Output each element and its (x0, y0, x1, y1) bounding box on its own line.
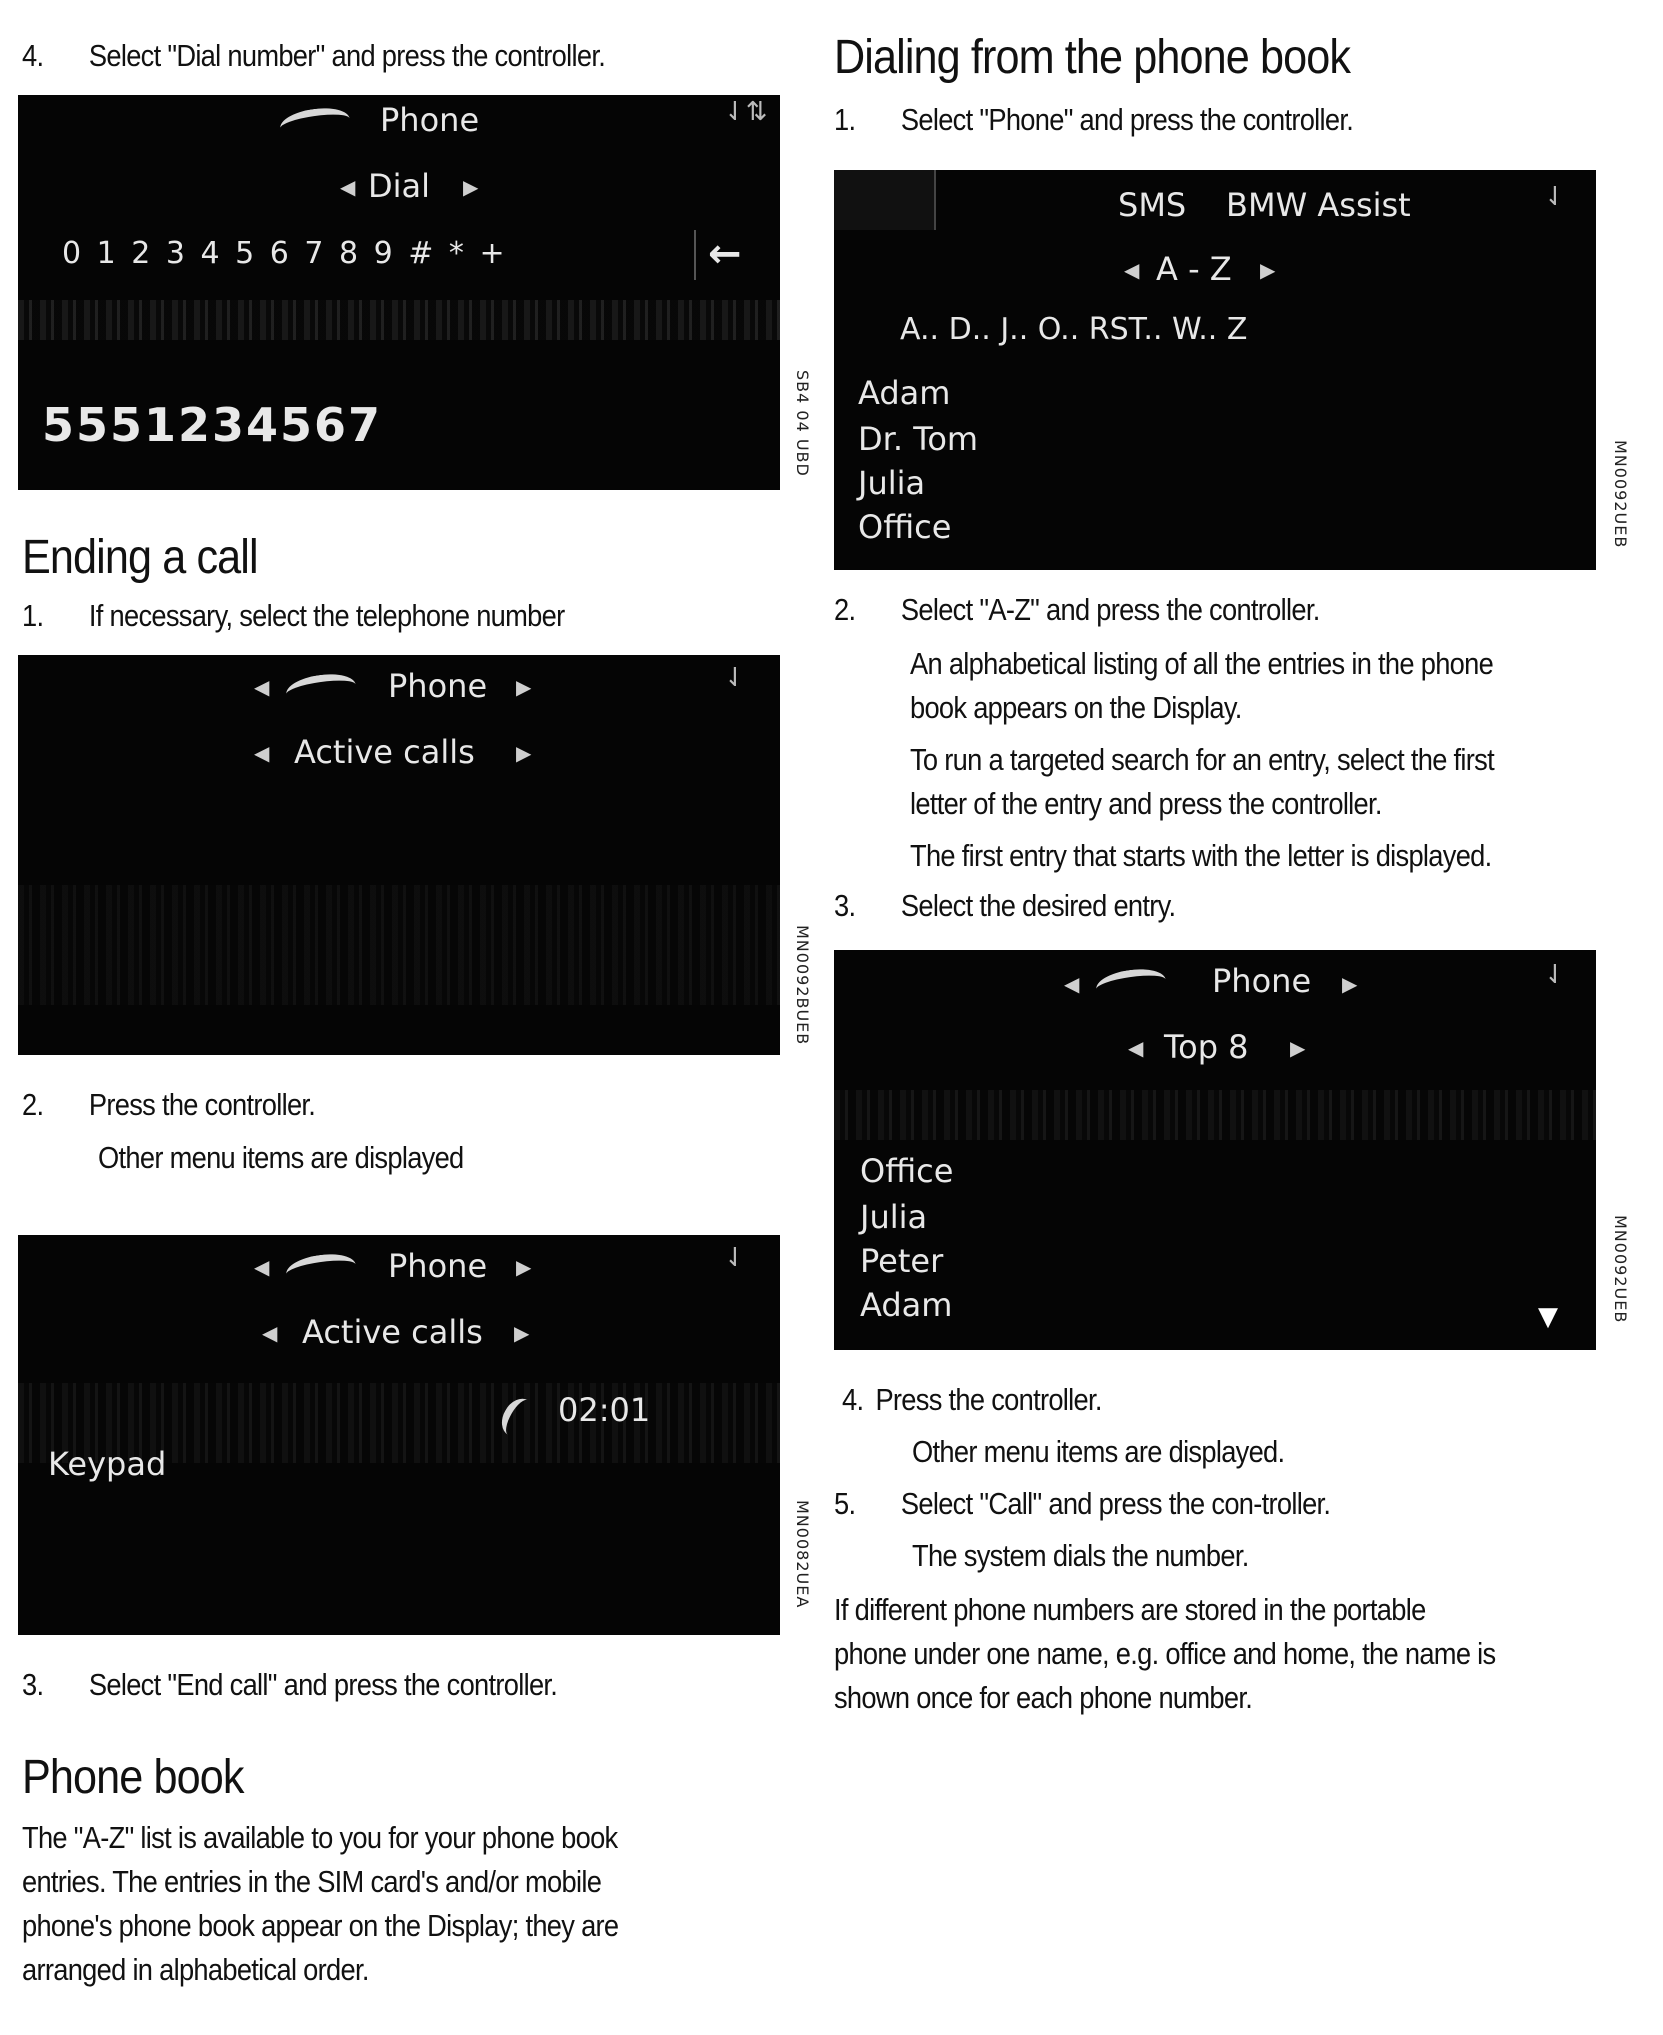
active-calls-label: Active calls (294, 733, 475, 771)
scroll-down-icon[interactable]: ▼ (1538, 1302, 1558, 1332)
ending-step-1: 1. If necessary, select the telephone number (22, 598, 565, 633)
ending-step-3: 3. Select "End call" and press the controller. (22, 1667, 558, 1702)
list-item[interactable]: Julia (858, 464, 926, 502)
ending-step-2: 2. Press the controller. (22, 1087, 316, 1122)
screen-title: Phone (380, 101, 480, 139)
step-4-select-dial: 4. Select "Dial number" and press the controller. (22, 38, 606, 73)
dial-menu-label: Dial (368, 167, 431, 205)
figure-code: SB4 04 UBD (793, 370, 812, 477)
left-arrow-icon: ◀ (1124, 258, 1140, 282)
scroll-indicator-icon: ⇃ (1544, 960, 1566, 990)
separator-band (834, 1090, 1596, 1140)
phone-handset-icon (284, 1250, 357, 1288)
az-screen (834, 170, 1596, 570)
note-paragraph: If different phone numbers are stored in the portable phone under one name, e.g. office and home, the name is shown once for each phone number. (834, 1592, 1496, 1715)
tab-sms[interactable]: SMS (1118, 186, 1187, 224)
right-step-2: 2. Select "A-Z" and press the controller. (834, 592, 1320, 627)
phone-book-heading: Phone book (22, 1751, 244, 1804)
background-noise (18, 885, 780, 1005)
figure-code: MN0092UEB (1611, 1215, 1630, 1324)
active-calls-label: Active calls (302, 1313, 483, 1351)
right-arrow-icon: ▶ (1260, 258, 1276, 282)
entered-number: 5551234567 (42, 398, 383, 452)
ending-step-2-sub: Other menu items are displayed (98, 1140, 464, 1175)
dial-digits[interactable]: 0 1 2 3 4 5 6 7 8 9 # * + (62, 236, 508, 271)
right-arrow-icon: ▶ (516, 1255, 532, 1279)
right-step-5-sub: The system dials the number. (912, 1538, 1249, 1573)
letter-index[interactable]: A.. D.. J.. O.. RST.. W.. Z (900, 312, 1248, 347)
top8-screen (834, 950, 1596, 1350)
scroll-indicator-icon: ⇃⇅ (724, 97, 768, 127)
screen-title: Phone (388, 667, 488, 705)
call-timer: 02:01 (558, 1391, 651, 1429)
right-arrow-icon: ▶ (1342, 972, 1358, 996)
figure-code: MN0082UEA (793, 1500, 812, 1609)
left-arrow-icon: ◀ (1064, 972, 1080, 996)
figure-code: MN0092UEB (1611, 440, 1630, 549)
ending-call-heading: Ending a call (22, 531, 258, 584)
right-arrow-icon: ▶ (1290, 1036, 1306, 1060)
list-item[interactable]: Julia (860, 1198, 928, 1236)
right-step-1: 1. Select "Phone" and press the controller. (834, 102, 1354, 137)
backspace-icon[interactable]: ← (708, 231, 742, 277)
right-step-4: 4. Press the controller. (842, 1382, 1102, 1417)
left-arrow-icon: ◀ (254, 1255, 270, 1279)
active-calls-keypad-screen (18, 1235, 780, 1635)
right-arrow-icon: ▶ (463, 175, 479, 199)
right-arrow-icon: ▶ (516, 741, 532, 765)
list-item[interactable]: Peter (860, 1242, 944, 1280)
phone-handset-icon (1094, 965, 1167, 1003)
right-step-4-sub: Other menu items are displayed. (912, 1434, 1285, 1469)
tab-box (834, 170, 936, 230)
list-item[interactable]: Adam (860, 1286, 953, 1324)
scroll-indicator-icon: ⇃ (724, 663, 746, 693)
phone-handset-icon (284, 670, 357, 708)
az-menu-label: A - Z (1156, 250, 1232, 288)
left-arrow-icon: ◀ (340, 175, 356, 199)
right-arrow-icon: ▶ (516, 675, 532, 699)
list-item[interactable]: Dr. Tom (858, 420, 979, 458)
dialing-heading: Dialing from the phone book (834, 31, 1351, 84)
right-arrow-icon: ▶ (514, 1321, 530, 1345)
phone-handset-icon (278, 104, 351, 142)
list-item[interactable]: Office (860, 1152, 954, 1190)
screen-title: Phone (388, 1247, 488, 1285)
right-step-5: 5. Select "Call" and press the con-troller. (834, 1486, 1331, 1521)
active-calls-screen (18, 655, 780, 1055)
figure-code: MN0092BUEB (793, 925, 812, 1046)
menu-item-keypad[interactable]: Keypad (48, 1445, 167, 1483)
right-step-3: 3. Select the desired entry. (834, 888, 1176, 923)
separator-band (18, 300, 780, 340)
scroll-indicator-icon: ⇃ (1544, 182, 1566, 212)
right-step-2-details: An alphabetical listing of all the entries in the phone book appears on the Display. To run a targeted search for an entry, select the first letter of the entry and press the controller. The first entry that starts with the letter is displayed. (910, 646, 1494, 873)
phone-book-paragraph: The "A-Z" list is available to you for your phone book entries. The entries in the SIM card's and/or mobile phone's phone book appear on the Display; they are arranged in alphabetical order. (22, 1820, 619, 1987)
left-arrow-icon: ◀ (1128, 1036, 1144, 1060)
screen-title: Phone (1212, 962, 1312, 1000)
left-arrow-icon: ◀ (262, 1321, 278, 1345)
tab-bmw-assist[interactable]: BMW Assist (1226, 186, 1411, 224)
scroll-indicator-icon: ⇃ (724, 1243, 746, 1273)
top8-menu-label: Top 8 (1164, 1028, 1249, 1066)
list-item[interactable]: Adam (858, 374, 951, 412)
left-arrow-icon: ◀ (254, 741, 270, 765)
list-item[interactable]: Office (858, 508, 952, 546)
dial-screen (18, 95, 780, 490)
left-arrow-icon: ◀ (254, 675, 270, 699)
